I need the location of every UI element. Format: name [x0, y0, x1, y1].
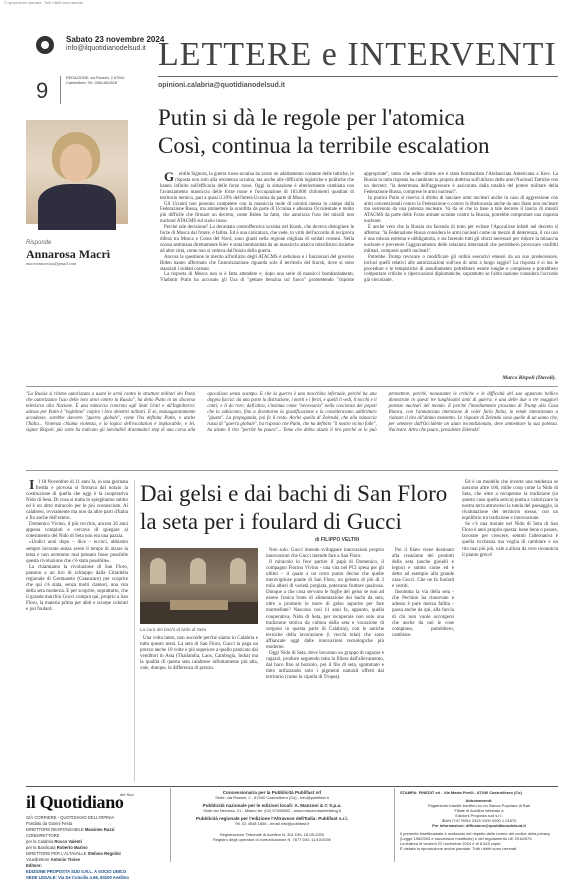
newspaper-logo-icon — [36, 36, 54, 54]
opinion-email: opinioni.calabria@quotidianodelsud.it — [158, 82, 285, 89]
stampa-line: STAMPA: FINEDIT srl - Via Marta Pirelli - 87040 Castrolibero (Cs) — [400, 790, 522, 795]
article2-column-5 — [462, 480, 558, 782]
article2-paragraph: «Undici anni dopo – dice – eccoci, abbiamo sempre lavorato senza avere il tempo di alzare la testa e non avremmo mai pensato fosse possibile questa rivoluzione che c'è stata possibile». — [26, 540, 128, 564]
article2-column-rule — [134, 480, 135, 782]
respondent-label: Risponde — [26, 240, 52, 246]
letter-paragraph: Gli Ucraini non possono competere con la massiccia mole di uomini messa in campo dalla Federazione Russa, ma ammettere la sconfitta da parte di Ucraina e alleanza Occidentale è molto più difficile che firmare un decreto, come Biden ha fatto, che autorizza l'uso dei missili non nucleari ATACMS sul suolo russo. — [160, 201, 354, 225]
advertising-line: Pubblicità nazionale per le edizioni locali: A. Manzoni & C S.p.a. — [202, 803, 342, 808]
photo-face — [60, 144, 92, 182]
article2-column-4 — [392, 548, 454, 782]
abbonamenti-line: Edizioni Proposta sud s.r.l. — [455, 813, 503, 818]
footer-masthead — [26, 815, 144, 881]
masthead-line: Fondato da Gianni Festa — [26, 821, 73, 826]
letter-paragraph: Gentile Signora, la guerra russo-ucraina ha avuto un adattamento costante delle tattiche, in risposta non solo alla resistenza ucraina, ma anche alle difficoltà logistiche e politiche che hanno influito sull'efficacia delle forze russe. Oggi la situazione è ulteriormente cambiata con l'avanzamento massiccio delle forze russe e l'occupazione di 103.000 chilometri quadrati di territorio nemico, pari a quasi il 20% dell'intera Ucraina da parte di Mosca. — [160, 169, 354, 201]
photo2-window — [150, 558, 166, 584]
abbonamenti-title: Abbonamenti: — [465, 798, 493, 803]
article2-headline — [140, 480, 454, 536]
footer-divider — [394, 788, 395, 862]
header-email: info@ilquotidianodelsud.it — [66, 45, 146, 52]
masthead-line: Vicedirettore Antonio Troise — [26, 857, 80, 862]
letter-paragraph: La risposta di Mosca non si è fatta attendere e, dopo una serie di massicci bombardamenti, Vladimir Putin ha accusato gli Usa di "gettare benzina sul fuoco" promettendo "risposte appropriate", tanto che nelle ultime ore è stata bombardata l'Ambasciata Americana a Kiev. La Russia in tutta risposta ha cambiato la propria dottrina sull'utilizzo delle armi Nucleari Tattiche con un decreto: "la deterrenza dell'aggressore è assicurata dalla totalità del potere militare della Federazione Russa, comprese le armi nucleari". — [160, 172, 558, 284]
article2-paragraph: Domenico Vivino, il più vecchio, ancora 26 anni appena compiuti e cercava di spiegare al cotesimento del Nido di Seta non era una pazzia. — [26, 522, 128, 540]
masthead-line: Editore: — [26, 863, 42, 868]
privacy-line: Il presente bisettimanale è realizzato nel rispetto delle norme del codice della privacy (Legge 196/2003 e successive modifiche) e del regolamento UE 2016/679. — [400, 831, 551, 841]
abbonamenti-line: Filiale di Avellino intestato a — [454, 808, 504, 813]
article2-column-1 — [26, 480, 128, 782]
article2-column-3 — [266, 548, 384, 782]
letter-paragraph: Perché tale decisione? La decantata controffensiva ucraina nel Kursk, che doveva distogliere le forze di Mosca dal fronte, è fallita. Ed è una caricatura, che vede, in virtù dell'accordo di reciproca difesa tra Mosca e Corea del Nord, sono giunti nella regione migliaia di soldati coreani. Nella scorsa settimana direttamente Kiev è stata bombardata da un massiccio attacco missilistico insieme ad altre città, come non si vedeva dall'inizio della guerra. — [160, 225, 354, 254]
advertising-title: Concessionaria per la Pubblicità Publifast srl — [222, 790, 322, 795]
respondent-photo — [26, 120, 128, 224]
letter-paragraph: Ancora la questione in merito all'utilizzo degli ATACMS è nebulosa e i funzionari del governo Biden hanno affermato che l'autorizzazione riguarda solo il territorio del Kursk, dove si sono stanziati i soldati coreani. — [160, 254, 354, 272]
footer-rule — [26, 786, 558, 787]
article2-paragraph: La chiamiamo la rivoluzione di San Floro, paesino a un tiro di schioppo dalla Cittadella regionale di Germaneto (Catanzaro) per scoprire che qui c'è stata, senza molti clamori, una vita della seta moderna. E per scoprire, soprattutto, che il grande marchio Gucci compra qui, proprio a San Floro, la materia prima per abiti e sciarpe colorati e poi foulard. — [26, 564, 128, 612]
photo2-table — [170, 600, 228, 610]
section-title: LETTERE e INTERVENTI — [158, 36, 557, 73]
masthead-line: SEDE LEGALE: Via De Concilis n.66, 83100 Avellino — [26, 875, 129, 880]
advertising-line: Tel. 02 4548 1655 - email info@publifast.it — [234, 821, 310, 826]
article2-paragraph: Ed è un modello che inverte una tendenza se nascono altre 100, mille coop come la Nido di Seta, che oltre a recuperare la tradizione (in questo caso quella serica) punta a valorizzare la nostra terra attraverso la tutela del paesaggio, la rivalutazione del territorio stesso, con un equilibrio tra tradizione e innovazione. — [462, 480, 558, 522]
article2-photo-caption: La cura dei bachi al Nido di Seta — [140, 627, 207, 632]
privacy-line: La tiratura di venerdì 22 novembre 2024 è di 8.543 copie. — [400, 841, 502, 846]
advertising-line: Pubblicità regionale per l'edizione l'Altravoce dell'Italia: Publifast s.r.l. — [195, 816, 349, 821]
footer-logo-sub: del Sud — [120, 792, 134, 797]
article2-paragraph: Il miracolo lo fece partire il papà di Domenico, il compagno Florino Vivino - una vita nel PCI spesa per gli ultimi – il quale a un certo punto decise che quelle meravigliose piante di San Floro, un gelseto di più di 3 mila alberi di varietà pregiata, potevano fruttare qualcosa. Dunque a che cosa servono le foglie del gelso se non ad essere l'unica fonte di alimentazione dei bachi da seta, oltre a produrre le more di gelso saporite per fare marmellate? Nascono così 11 anni fa, appunto, quella cooperativa, Nido di Seta, per recuperare non solo una tradizione storica da cultura della seta e vocazione di sorgono in questa parte di Calabria), con le antiche tecniche della lavorazione (i vecchi telai) che sono affiancate oggi dalle innovazioni tecnologiche più moderne. — [266, 560, 384, 650]
advertising-line: Registrazione Tribunale di Avellino N. 301 DEL 18-05-2000 — [219, 832, 325, 837]
privacy-line: È vietata la riproduzione anche parziale. Tutti i diritti sono riservati. — [400, 846, 518, 851]
article2-paragraph: Se c'è una morale nel Nido di Seta di San Floro è anni proprio questa: bene bene o pesare, lavorare per crescere, semmi l'alternativa è quella ricchezza ma voglia di cambiare e un rito mai più più, vale a allora da vero riconnicia il pianto greco! — [462, 522, 558, 558]
article2-paragraph: Una volta tanto, non succede perché siamo in Calabria e tutto questo mesi. La seta di San Floro, Gucci la paga un prezzo anche 10 volte e più superiore a quello praticato dai venditori in Asia (Thailandia, Laos, Cambogia, India) ma la qualità di questa seta calabrese infinitamente più alta, vale, dunque, la differenza di prezzo. — [140, 636, 259, 672]
article2-paragraph: Insomma la via della seta - che Pechino ha rinnovato e adesso è pure mezza fallita - passa anche da qui, alla faccia di chi non vuole accorgersi che anche da noi le cose compiono, potrebbero, cambiare. — [392, 590, 454, 638]
masthead-line: DIRETTORE PER L'ALTAVALLE Stefano Regolini — [26, 851, 121, 856]
masthead-line: per la Basilicata Roberto Marino — [26, 845, 88, 850]
reply-strip-top-rule — [26, 386, 558, 387]
issue-date: Sabato 23 novembre 2024 — [66, 35, 165, 44]
masthead-line: DIRETTORE RESPONSABILE Massimo Razzi — [26, 827, 115, 832]
footer-advertising — [176, 790, 368, 842]
reply-strip: "La Russia si ritiene autorizzata a usare le armi contro le strutture militari dei Paesi che autorizzano l'uso delle loro armi contro la Russia", ha detto Putin in un discorso televisivo alla Nazione. E una minaccia concreta agli Stati Uniti e all'Inghilterra: adesso per Putin è "legittimo" colpire i loro obiettivi militari. E se, malauguratamente accadesse, sarebbe davvero "guerra globale", come l'ha definita Putin, e anche l'Italia... Violenza chiama violenza, e la logica dell'escalation è implacabile, e lei, signor Rispoli, più volte ha indicato gli inevitabili drammatici step di una corsa alla apocalisse senza scampo. E che la guerra è una macchina infernale, perché ha una doppia faccia: da una parte la distruzione, i morti e i feriti, e quelli li vedi, li tocchi e li conti; e li do rore; dall'altra, s'insinua come "necessaria" nella coscienza dei popoli che la subiscono, fino a diventarne la giustificazione e la consideravano addirittura "giusta". La propaganda, poi fa il resto. Anche quella di Zelenski, che alla minaccia russa di "guerra globale", ha risposto che Putin, che ha definito "il nostro vicino folle", ha alzato il tiro "perché ha paura"... Temo che abbia alzato il tiro perché se lo può permettere, perché, nonostante le critiche e le difficoltà del suo apparato bellico dimostrate in questi tre lunghissimi anni di guerra, è una delle due o tre maggiori potenze nucleari del mondo. E perché l'insediamento prossimo di Trump alla Casa Bianca, con l'annunciata intenzione di voler farla finita, lo rende intenzionato a rialzare il tiro all'ultimo momento. Le risposte di Zelenski sono quelle di un uomo che, per ottenere dall'Occidente un aiuto incondizionato, deve annientare la sua potenza. Nucleare. Altro che paura, presidente Zelenski! — [26, 392, 558, 433]
respondent-name: Annarosa Macrì — [26, 247, 111, 261]
abbonamenti-line: Per informazioni: diffusione@quotidianodelsud.it — [432, 823, 526, 828]
top-note: © riproduzione riservata · Tutti i diritti sono riservati — [4, 1, 83, 5]
letter-signature: Marco Rispoli (Davoli). — [502, 375, 556, 382]
photo2-window — [230, 558, 246, 584]
article2-paragraph: Non solo. Gucci intende sviluppare innovazioni proprio innovazioni che Gucci intende fare a San Floro. — [266, 548, 384, 560]
photo2-window — [190, 558, 206, 584]
page-number: 9 — [36, 78, 49, 103]
letter-headline-line-1: Putin si dà le regole per l'atomica — [158, 105, 465, 130]
article2-paragraph: Oggi Nido di Seta, dove lavorano un gruppo di ragazze e ragazzi, produce seguendo tutta la filiera dall'allevamento, dal baco fino al bozzolo, poi il filo di seta, sgommato e tinto utilizzando solo i pigmenti naturali offerti dal territorio (come la cipolla di Tropea). — [266, 650, 384, 680]
reply-strip-bottom-rule — [26, 470, 558, 471]
letter-body — [160, 169, 558, 382]
article2-byline: di FILIPPO VELTRI — [315, 537, 360, 543]
letter-paragraph: In pratica Putin si riserva il diritto di lanciare armi nucleari anche in caso di aggressione con armi convenzionali contro la Federazione o contro la Bielorussia anche da uno Stato non nucleare ma sostenuto da una potenza nucleare. Va da sé che in base a tale decreto il lancio di missili ATACMS da parte delle Forze armate ucraine contro la Russia, potrebbe comportare una risposta nucleare. — [364, 195, 558, 225]
article2-paragraph: Il 18 Novembre di 11 anni fa, in una giornata fredda e piovosa si firmava dal notaio la costituzione di quella che oggi è la cooperativa Nido di Seta. Di cosa si tratta lo spieghiamo subito ed è un altro miracolo per le più sconosciute. Ai calabresi, ovviamente ma non da altre parti d'Italia e fin anche dell'estero. — [26, 478, 128, 522]
article2-headline-line-2: la seta per i foulard di Gucci — [140, 509, 402, 534]
letter-paragraph: Potrebbe Trump revocare o modificare gli ordini esecutivi emessi da un suo predecessore, inclusi quelli relativi alle autorizzazioni sull'uso di armi a lungo raggio? La risposta è sì ma le procedure e le tempistiche di annullamento potrebbero essere lunghe e complesse e potrebbero comportare critiche o ripercussioni diplomatiche, soprattutto se l'altra nazione considera l'accordo già vincolante. — [364, 254, 558, 284]
abbonamenti-line: Pagamento tramite bonifico su c/c Banca Popolare di Bari — [427, 803, 531, 808]
advertising-line: Registro degli operatori di comunicazione N. 7677 DEL 11/10/2000 — [212, 837, 332, 842]
photo-body — [38, 184, 116, 230]
letter-headline — [158, 104, 558, 160]
advertising-line: Sede: via Rossini, 2 - 87040 Castrolibero (Cs) - info@publifast.it — [215, 795, 329, 800]
article2-paragraph: Poi il filato viene destinato alla creazione dei prodotti della seta (anche gioielli e legno) e subito come ed è detto ad esempio alla grande casa Gucci. Che ne fa foulard e vestiti. — [392, 548, 454, 590]
redazione-address: REDAZIONE: via Rossini, 2 87040 Castrolibero Tel. 0984-852828 — [66, 76, 125, 85]
letter-headline-line-2: Così, continua la terribile escalation — [158, 133, 490, 158]
masthead-line: CONDIRETTORE — [26, 833, 60, 838]
article2-column-2 — [140, 636, 258, 782]
masthead-line: EDIZIONE PROPOSTA SUD S.R.L. A SOCIO UNICO — [26, 869, 127, 874]
masthead-line: GIÀ CORRIERE - QUOTIDIANO DELL'IRPINIA — [26, 815, 115, 820]
footer-divider — [170, 788, 171, 862]
page-number-divider — [60, 76, 61, 104]
article2-photo — [140, 548, 258, 624]
letter-paragraph: È anche vero che la Russia sta facendo di tutto per evitare l'Apocalisse infatti nel decreto si afferma: "la Federazione Russa considera le armi nucleari come un mezzo di deterrenza, il cui uso è una misura estrema e obbligatoria, e sta facendo tutti gli sforzi necessari per ridurre la minaccia nucleare e prevenire l'aggravamento delle relazioni interstatali che potrebbero provocare conflitti militari, compresi quelli nucleari". — [364, 225, 558, 254]
respondent-email: macriannarosa@gmail.com — [26, 261, 77, 266]
article2-headline-line-1: Dai gelsi e dai bachi di San Floro — [140, 481, 448, 506]
advertising-line: Sede via Nervesa, 21 - Milano tel. (02) 57494802 - www.manzoniadvertising.it — [203, 808, 341, 813]
masthead-line: per la Calabria Rocco Valenti — [26, 839, 82, 844]
abbonamenti-line: IBAN IT47 R054 2415 1000 0000 1 01870 — [441, 818, 517, 823]
footer-print-info — [400, 790, 558, 851]
footer-logo: il Quotidiano — [26, 792, 124, 812]
header-rule — [158, 76, 558, 77]
